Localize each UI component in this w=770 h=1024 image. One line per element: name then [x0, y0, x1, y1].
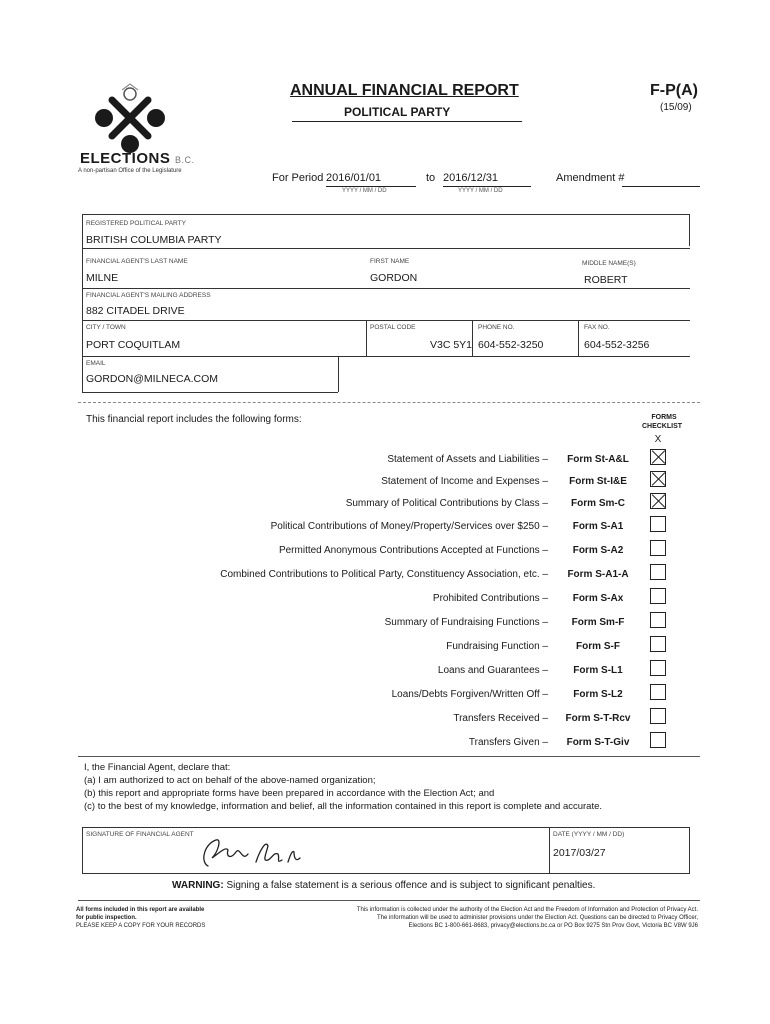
form-code-label: Form S-L2	[573, 689, 623, 700]
form-desc: Summary of Fundraising Functions –	[384, 617, 548, 628]
form-code-label: Form S-A1	[572, 521, 624, 532]
amendment-label: Amendment #	[556, 172, 625, 184]
first-name-label: FIRST NAME	[370, 258, 410, 265]
period-to-hint: YYYY / MM / DD	[458, 188, 503, 194]
row2-line	[82, 288, 690, 289]
form-checkbox[interactable]	[650, 588, 666, 604]
signature-label: SIGNATURE OF FINANCIAL AGENT	[86, 831, 194, 838]
signature-box-top	[82, 827, 690, 828]
row1-line	[82, 248, 690, 249]
period-from[interactable]: 2016/01/01	[326, 172, 382, 184]
checklist-mark: X	[654, 434, 662, 445]
footer-left-line-1: All forms included in this report are available	[76, 907, 205, 913]
checklist-header-2: CHECKLIST	[641, 423, 683, 430]
box-right-line	[689, 214, 690, 246]
signature-box-bottom	[82, 873, 690, 874]
title-rule	[292, 121, 522, 122]
agent-last-name-label: FINANCIAL AGENT'S LAST NAME	[86, 258, 188, 265]
period-label: For Period	[272, 172, 324, 184]
form-desc: Fundraising Function –	[446, 641, 548, 652]
form-code-label: Form S-Ax	[572, 593, 624, 604]
postal-divider	[472, 320, 473, 356]
declaration-line-0: I, the Financial Agent, declare that:	[84, 762, 231, 773]
period-from-hint: YYYY / MM / DD	[342, 188, 387, 194]
mailing-address-label: FINANCIAL AGENT'S MAILING ADDRESS	[86, 292, 211, 299]
declaration-line-3: (c) to the best of my knowledge, information and belief, all the information contained in this report is complete and accurate.	[84, 801, 603, 812]
form-code-label: Form S-F	[576, 641, 620, 652]
registered-party-value[interactable]: BRITISH COLUMBIA PARTY	[86, 234, 222, 246]
form-desc: Permitted Anonymous Contributions Accepted at Functions –	[278, 545, 548, 556]
footer-separator	[78, 900, 700, 901]
postal-code-value[interactable]: V3C 5Y1	[430, 339, 473, 351]
elections-bc-logo-icon	[92, 80, 168, 156]
period-to-line	[443, 186, 531, 187]
email-value[interactable]: GORDON@MILNECA.COM	[86, 373, 218, 385]
form-desc: Loans and Guarantees –	[437, 665, 548, 676]
form-desc: Statement of Income and Expenses –	[381, 476, 548, 487]
report-subtitle: POLITICAL PARTY	[344, 105, 451, 119]
form-code-label: Form S-T-Giv	[566, 737, 630, 748]
form-code-label: Form S-L1	[573, 665, 623, 676]
fax-label: FAX NO.	[584, 324, 610, 331]
signature-box-divider	[549, 827, 550, 873]
form-code-label: Form St-A&L	[567, 454, 629, 465]
declaration-line-1: (a) I am authorized to act on behalf of the above-named organization;	[84, 775, 376, 786]
form-desc: Transfers Received –	[453, 713, 548, 724]
form-checkbox[interactable]	[650, 564, 666, 580]
mailing-address-value[interactable]: 882 CITADEL DRIVE	[86, 305, 185, 317]
phone-label: PHONE NO.	[478, 324, 515, 331]
warning-label: WARNING:	[172, 880, 224, 891]
footer-right-line-1: This information is collected under the authority of the Election Act and the Freedom of Information and Protection of Privacy Act.	[356, 907, 698, 913]
form-desc: Prohibited Contributions –	[432, 593, 548, 604]
section-separator	[78, 402, 700, 403]
signature-box-right	[689, 827, 690, 873]
form-desc: Transfers Given –	[468, 737, 548, 748]
footer-left-line-3: PLEASE KEEP A COPY FOR YOUR RECORDS	[76, 923, 206, 929]
form-code-label: Form St-I&E	[569, 476, 627, 487]
form-version: (15/09)	[660, 102, 692, 113]
row4-line	[82, 356, 690, 357]
city-value[interactable]: PORT COQUITLAM	[86, 339, 181, 351]
first-name-value[interactable]: GORDON	[370, 272, 418, 284]
declaration-separator	[78, 756, 700, 757]
period-from-line	[326, 186, 416, 187]
form-checkbox[interactable]	[650, 660, 666, 676]
footer-left	[76, 906, 256, 930]
form-checkbox[interactable]	[650, 471, 666, 487]
footer-right-line-2: The information will be used to administer provisions under the Election Act. Questions can be directed to Privacy Officer,	[376, 915, 698, 921]
form-desc: Summary of Political Contributions by Class –	[345, 498, 548, 509]
checklist-header-1: FORMS	[651, 414, 677, 421]
warning-text: Signing a false statement is a serious offence and is subject to significant penalties.	[226, 880, 596, 891]
email-divider	[338, 356, 339, 392]
logo-wordmark: ELECTIONS B.C.	[80, 150, 195, 167]
report-title: ANNUAL FINANCIAL REPORT	[290, 82, 519, 99]
form-checkbox[interactable]	[650, 684, 666, 700]
box-left-line	[82, 214, 83, 392]
form-code: F-P(A)	[650, 82, 698, 99]
form-desc: Loans/Debts Forgiven/Written Off –	[391, 689, 548, 700]
form-checkbox[interactable]	[650, 449, 666, 465]
form-code-label: Form S-T-Rcv	[565, 713, 631, 724]
city-label: CITY / TOWN	[86, 324, 126, 331]
form-code-label: Form S-A1-A	[567, 569, 629, 580]
amendment-line	[622, 186, 700, 187]
postal-code-label: POSTAL CODE	[370, 324, 416, 331]
middle-name-label: MIDDLE NAME(S)	[582, 260, 636, 267]
period-to-label: to	[426, 172, 436, 184]
email-label: EMAIL	[86, 360, 106, 367]
forms-intro: This financial report includes the following forms:	[86, 414, 302, 425]
agent-last-name-value[interactable]: MILNE	[86, 272, 119, 284]
declaration-line-2: (b) this report and appropriate forms have been prepared in accordance with the Election Act; and	[84, 788, 495, 799]
form-checkbox[interactable]	[650, 636, 666, 652]
logo-tagline: A non-partisan Office of the Legislature	[78, 168, 182, 174]
fax-value[interactable]: 604-552-3256	[584, 339, 650, 351]
form-checkbox[interactable]	[650, 493, 666, 509]
form-checkbox[interactable]	[650, 516, 666, 532]
form-desc: Combined Contributions to Political Party, Constituency Association, etc. –	[220, 569, 548, 580]
email-bottom-line	[82, 392, 338, 393]
warning-notice	[172, 880, 595, 891]
footer-right-line-3: Elections BC 1-800-661-8683, privacy@elections.bc.ca or PO Box 9275 Stn Prov Govt, Victoria BC V8W 9J6	[408, 923, 698, 929]
form-code-label: Form Sm-C	[571, 498, 625, 509]
form-desc: Political Contributions of Money/Property/Services over $250 –	[270, 521, 548, 532]
row3-line	[82, 320, 690, 321]
form-checkbox[interactable]	[650, 612, 666, 628]
footer-right	[256, 906, 698, 930]
box-top-line	[82, 214, 690, 215]
registered-party-label: REGISTERED POLITICAL PARTY	[86, 220, 186, 227]
phone-value[interactable]: 604-552-3250	[478, 339, 544, 351]
footer-left-line-2: for public inspection.	[76, 915, 137, 921]
form-checkbox[interactable]	[650, 708, 666, 724]
signature-date-value[interactable]: 2017/03/27	[553, 847, 606, 859]
phone-divider	[578, 320, 579, 356]
form-checkbox[interactable]	[650, 540, 666, 556]
form-code-label: Form S-A2	[572, 545, 624, 556]
form-desc: Statement of Assets and Liabilities –	[387, 454, 548, 465]
period-to[interactable]: 2016/12/31	[443, 172, 499, 184]
city-divider	[366, 320, 367, 356]
form-code-label: Form Sm-F	[571, 617, 625, 628]
signature-date-label: DATE (YYYY / MM / DD)	[553, 831, 625, 838]
middle-name-value[interactable]: ROBERT	[584, 274, 628, 286]
form-checkbox[interactable]	[650, 732, 666, 748]
handwritten-signature-icon	[196, 832, 306, 872]
signature-box-left	[82, 827, 83, 873]
